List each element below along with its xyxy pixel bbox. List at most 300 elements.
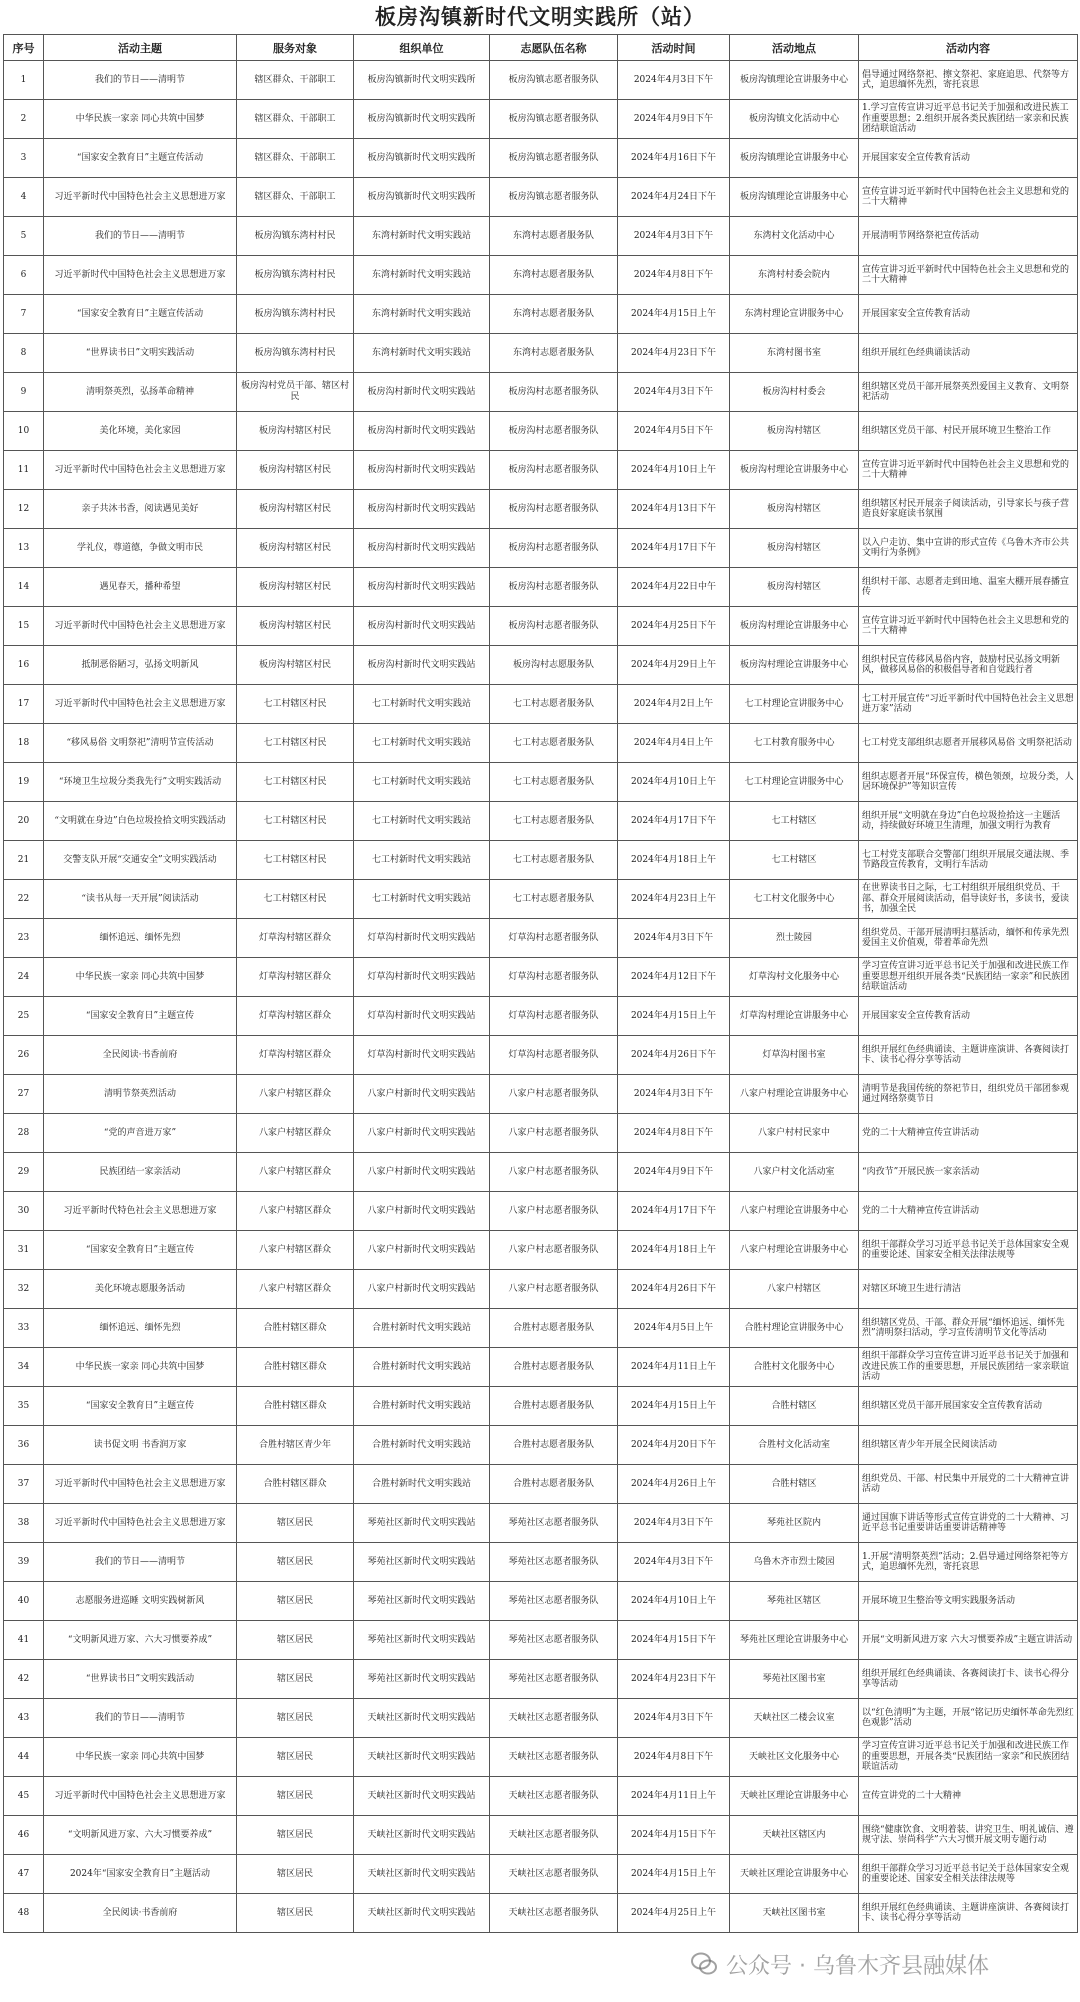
table-row: [4, 1894, 1078, 1933]
row-index: 36: [4, 1426, 44, 1465]
table-row: [4, 1699, 1078, 1738]
row-index: 16: [4, 646, 44, 685]
table-row: [4, 1114, 1078, 1153]
table-row: [4, 1738, 1078, 1777]
activity-table: [3, 34, 1078, 1933]
row-volunteer-team: 八家户村志愿者服务队: [490, 1075, 618, 1114]
row-organizer: 七工村新时代文明实践站: [354, 763, 490, 802]
table-row: [4, 1387, 1078, 1426]
row-organizer: 天峡社区新时代文明实践站: [354, 1777, 490, 1816]
row-audience: 合胜村辖区群众: [237, 1465, 354, 1504]
table-header-row: [4, 35, 1078, 61]
row-content: 以入户走访、集中宣讲的形式宣传《乌鲁木齐市公共文明行为条例》: [859, 529, 1078, 568]
row-audience: 板房沟村辖区村民: [237, 646, 354, 685]
row-location: 合胜村辖区: [730, 1387, 859, 1426]
row-audience: 辖区居民: [237, 1894, 354, 1933]
row-index: 17: [4, 685, 44, 724]
row-organizer: 天峡社区新时代文明实践站: [354, 1855, 490, 1894]
row-content: 党的二十大精神宣传宣讲活动: [859, 1192, 1078, 1231]
row-content: “肉孜节”开展民族一家亲活动: [859, 1153, 1078, 1192]
row-organizer: 八家户村新时代文明实践站: [354, 1270, 490, 1309]
row-topic: 民族团结一家亲活动: [44, 1153, 237, 1192]
row-topic: 习近平新时代中国特色社会主义思想进万家: [44, 178, 237, 217]
header-content: 活动内容: [859, 35, 1078, 61]
row-organizer: 天峡社区新时代文明实践站: [354, 1894, 490, 1933]
row-time: 2024年4月29日上午: [618, 646, 730, 685]
row-content: 组织辖区党员干部开展国家安全宣传教育活动: [859, 1387, 1078, 1426]
row-organizer: 琴苑社区新时代文明实践站: [354, 1504, 490, 1543]
row-time: 2024年4月26日下午: [618, 1270, 730, 1309]
row-time: 2024年4月3日下午: [618, 373, 730, 412]
row-volunteer-team: 板房沟村志愿者服务队: [490, 529, 618, 568]
row-organizer: 琴苑社区新时代文明实践站: [354, 1582, 490, 1621]
row-volunteer-team: 合胜村志愿者服务队: [490, 1309, 618, 1348]
row-audience: 七工村辖区村民: [237, 763, 354, 802]
row-time: 2024年4月5日上午: [618, 1309, 730, 1348]
table-row: [4, 802, 1078, 841]
row-content: 宣传宣讲习近平新时代中国特色社会主义思想和党的二十大精神: [859, 256, 1078, 295]
row-time: 2024年4月8日下午: [618, 1114, 730, 1153]
row-content: 开展清明节网络祭祀宣传活动: [859, 217, 1078, 256]
row-index: 29: [4, 1153, 44, 1192]
table-row: [4, 1855, 1078, 1894]
row-topic: 遇见春天，播种希望: [44, 568, 237, 607]
table-row: [4, 1231, 1078, 1270]
row-topic: “党的声音进万家”: [44, 1114, 237, 1153]
row-audience: 辖区居民: [237, 1855, 354, 1894]
row-location: 天峡社区理论宣讲服务中心: [730, 1855, 859, 1894]
row-organizer: 琴苑社区新时代文明实践站: [354, 1660, 490, 1699]
row-audience: 辖区群众、干部职工: [237, 61, 354, 100]
row-audience: 八家户村辖区群众: [237, 1270, 354, 1309]
row-content: 学习宣传宣讲习近平总书记关于加强和改进民族工作的重要思想，开展各类“民族团结一家亲”和民族团结联谊活动: [859, 1738, 1078, 1777]
row-index: 22: [4, 880, 44, 919]
row-location: 七工村辖区: [730, 802, 859, 841]
header-index: 序号: [4, 35, 44, 61]
table-row: [4, 412, 1078, 451]
row-time: 2024年4月15日上午: [618, 997, 730, 1036]
table-row: [4, 373, 1078, 412]
row-time: 2024年4月15日下午: [618, 1621, 730, 1660]
row-content: 组织村干部、志愿者走到田地、温室大棚开展春播宣传: [859, 568, 1078, 607]
row-location: 东湾村理论宣讲服务中心: [730, 295, 859, 334]
row-audience: 合胜村辖区青少年: [237, 1426, 354, 1465]
row-organizer: 天峡社区新时代文明实践站: [354, 1699, 490, 1738]
row-index: 28: [4, 1114, 44, 1153]
row-organizer: 板房沟镇新时代文明实践所: [354, 178, 490, 217]
row-organizer: 合胜村新时代文明实践站: [354, 1348, 490, 1387]
row-volunteer-team: 板房沟镇志愿者服务队: [490, 178, 618, 217]
row-organizer: 板房沟村新时代文明实践站: [354, 373, 490, 412]
row-organizer: 东湾村新时代文明实践站: [354, 256, 490, 295]
row-time: 2024年4月10日上午: [618, 451, 730, 490]
row-audience: 板房沟镇东湾村村民: [237, 295, 354, 334]
row-location: 琴苑社区理论宣讲服务中心: [730, 1621, 859, 1660]
table-row: [4, 1582, 1078, 1621]
row-time: 2024年4月23日下午: [618, 334, 730, 373]
table-row: [4, 997, 1078, 1036]
row-audience: 辖区居民: [237, 1621, 354, 1660]
row-organizer: 板房沟村新时代文明实践站: [354, 607, 490, 646]
row-time: 2024年4月20日下午: [618, 1426, 730, 1465]
row-index: 14: [4, 568, 44, 607]
row-content: 宣传宣讲习近平新时代中国特色社会主义思想和党的二十大精神: [859, 178, 1078, 217]
row-audience: 辖区居民: [237, 1543, 354, 1582]
table-row: [4, 919, 1078, 958]
row-volunteer-team: 七工村志愿者服务队: [490, 841, 618, 880]
row-audience: 辖区群众、干部职工: [237, 100, 354, 139]
header-time: 活动时间: [618, 35, 730, 61]
row-index: 43: [4, 1699, 44, 1738]
row-index: 24: [4, 958, 44, 997]
table-row: [4, 1309, 1078, 1348]
row-organizer: 合胜村新时代文明实践站: [354, 1309, 490, 1348]
row-content: 通过国旗下讲话等形式宣传宣讲党的二十大精神、习近平总书记重要讲话重要讲话精神等: [859, 1504, 1078, 1543]
table-row: [4, 334, 1078, 373]
row-topic: 交警支队开展“交通安全”文明实践活动: [44, 841, 237, 880]
row-content: 组织党员、干部、村民集中开展党的二十大精神宣讲活动: [859, 1465, 1078, 1504]
row-content: 组织辖区党员干部、村民开展环境卫生整治工作: [859, 412, 1078, 451]
row-index: 23: [4, 919, 44, 958]
table-row: [4, 880, 1078, 919]
row-audience: 辖区居民: [237, 1699, 354, 1738]
row-content: 组织开展红色经典诵读、主题讲座演讲、各赛阅读打卡、读书心得分享等活动: [859, 1894, 1078, 1933]
row-index: 38: [4, 1504, 44, 1543]
row-organizer: 七工村新时代文明实践站: [354, 802, 490, 841]
row-index: 3: [4, 139, 44, 178]
row-time: 2024年4月23日上午: [618, 880, 730, 919]
row-content: 组织开展红色经典诵读、主题讲座演讲、各赛阅读打卡、读书心得分享等活动: [859, 1036, 1078, 1075]
row-topic: “文明新风进万家、六大习惯要养成”: [44, 1816, 237, 1855]
table-row: [4, 646, 1078, 685]
wechat-icon: [690, 1950, 718, 1978]
row-content: 组织干部群众学习习近平总书记关于总体国家安全观的重要论述、国家安全相关法律法规等: [859, 1855, 1078, 1894]
row-content: 组织村民宣传移风易俗内容，鼓励村民弘扬文明新风，做移风易俗的积极倡导者和自觉践行者: [859, 646, 1078, 685]
row-time: 2024年4月3日下午: [618, 61, 730, 100]
row-index: 33: [4, 1309, 44, 1348]
row-location: 板房沟村辖区: [730, 490, 859, 529]
row-organizer: 八家户村新时代文明实践站: [354, 1075, 490, 1114]
row-organizer: 板房沟镇新时代文明实践所: [354, 139, 490, 178]
row-content: 党的二十大精神宣传宣讲活动: [859, 1114, 1078, 1153]
row-location: 合胜村理论宣讲服务中心: [730, 1309, 859, 1348]
row-audience: 七工村辖区村民: [237, 880, 354, 919]
table-body: [4, 61, 1078, 1933]
watermark: [690, 1944, 1080, 1984]
row-index: 13: [4, 529, 44, 568]
row-location: 乌鲁木齐市烈士陵园: [730, 1543, 859, 1582]
row-organizer: 合胜村新时代文明实践站: [354, 1465, 490, 1504]
row-time: 2024年4月26日下午: [618, 1036, 730, 1075]
table-row: [4, 1660, 1078, 1699]
row-time: 2024年4月17日下午: [618, 802, 730, 841]
row-content: 七工村党支部组织志愿者开展移风易俗 文明祭祀活动: [859, 724, 1078, 763]
row-volunteer-team: 琴苑社区志愿者服务队: [490, 1621, 618, 1660]
row-audience: 七工村辖区村民: [237, 841, 354, 880]
row-topic: 我们的节日——清明节: [44, 217, 237, 256]
row-volunteer-team: 板房沟镇志愿者服务队: [490, 61, 618, 100]
row-volunteer-team: 东湾村志愿者服务队: [490, 256, 618, 295]
row-audience: 板房沟镇东湾村村民: [237, 334, 354, 373]
row-audience: 灯草沟村辖区群众: [237, 1036, 354, 1075]
row-topic: 中华民族一家亲 同心共筑中国梦: [44, 100, 237, 139]
row-volunteer-team: 七工村志愿者服务队: [490, 724, 618, 763]
row-audience: 辖区群众、干部职工: [237, 178, 354, 217]
row-location: 板房沟镇文化活动中心: [730, 100, 859, 139]
table-row: [4, 217, 1078, 256]
row-time: 2024年4月3日下午: [618, 1075, 730, 1114]
row-volunteer-team: 琴苑社区志愿者服务队: [490, 1660, 618, 1699]
row-audience: 灯草沟村辖区群众: [237, 997, 354, 1036]
row-audience: 灯草沟村辖区群众: [237, 958, 354, 997]
row-organizer: 板房沟村新时代文明实践站: [354, 646, 490, 685]
row-content: 清明节是我国传统的祭祀节日，组织党员干部团参观通过网络祭奠节日: [859, 1075, 1078, 1114]
table-row: [4, 763, 1078, 802]
row-volunteer-team: 天峡社区志愿者服务队: [490, 1894, 618, 1933]
row-index: 46: [4, 1816, 44, 1855]
table-row: [4, 1816, 1078, 1855]
row-organizer: 板房沟镇新时代文明实践所: [354, 100, 490, 139]
row-organizer: 灯草沟村新时代文明实践站: [354, 958, 490, 997]
row-location: 板房沟镇理论宣讲服务中心: [730, 139, 859, 178]
row-topic: “国家安全教育日”主题宣传: [44, 1231, 237, 1270]
row-volunteer-team: 板房沟村志愿者服务队: [490, 490, 618, 529]
row-volunteer-team: 东湾村志愿者服务队: [490, 217, 618, 256]
row-index: 27: [4, 1075, 44, 1114]
row-organizer: 天峡社区新时代文明实践站: [354, 1738, 490, 1777]
row-volunteer-team: 合胜村志愿者服务队: [490, 1426, 618, 1465]
row-audience: 板房沟村辖区村民: [237, 607, 354, 646]
row-audience: 八家户村辖区群众: [237, 1231, 354, 1270]
row-audience: 板房沟村党员干部、辖区村民: [237, 373, 354, 412]
row-topic: “世界读书日”文明实践活动: [44, 334, 237, 373]
row-volunteer-team: 琴苑社区志愿者服务队: [490, 1582, 618, 1621]
row-content: 倡导通过网络祭祀、擦文祭祀、家庭追思、代祭等方式，追思缅怀先烈，寄托哀思: [859, 61, 1078, 100]
row-location: 琴苑社区图书室: [730, 1660, 859, 1699]
table-row: [4, 841, 1078, 880]
row-volunteer-team: 板房沟村志愿者服务队: [490, 451, 618, 490]
row-organizer: 灯草沟村新时代文明实践站: [354, 997, 490, 1036]
row-volunteer-team: 八家户村志愿者服务队: [490, 1231, 618, 1270]
row-index: 21: [4, 841, 44, 880]
table-row: [4, 568, 1078, 607]
row-index: 11: [4, 451, 44, 490]
row-content: 以“红色清明”为主题，开展“铭记历史缅怀革命先烈红色观影”活动: [859, 1699, 1078, 1738]
row-index: 12: [4, 490, 44, 529]
row-index: 42: [4, 1660, 44, 1699]
row-topic: 习近平新时代中国特色社会主义思想进万家: [44, 256, 237, 295]
row-index: 5: [4, 217, 44, 256]
row-index: 48: [4, 1894, 44, 1933]
row-audience: 辖区居民: [237, 1582, 354, 1621]
header-audience: 服务对象: [237, 35, 354, 61]
row-content: 组织志愿者开展“环保宣传，横色领颈，垃圾分类，人居环境保护”等知识宣传: [859, 763, 1078, 802]
header-location: 活动地点: [730, 35, 859, 61]
table-row: [4, 1426, 1078, 1465]
row-organizer: 琴苑社区新时代文明实践站: [354, 1543, 490, 1582]
row-index: 45: [4, 1777, 44, 1816]
table-row: [4, 724, 1078, 763]
document-title: 板房沟镇新时代文明实践所（站）: [375, 4, 705, 29]
row-location: 八家户村理论宣讲服务中心: [730, 1192, 859, 1231]
row-topic: 习近平新时代中国特色社会主义思想进万家: [44, 1777, 237, 1816]
row-volunteer-team: 天峡社区志愿者服务队: [490, 1816, 618, 1855]
row-index: 37: [4, 1465, 44, 1504]
row-content: 组织辖区村民开展亲子阅读活动，引导家长与孩子营造良好家庭读书氛围: [859, 490, 1078, 529]
row-audience: 八家户村辖区群众: [237, 1153, 354, 1192]
row-audience: 七工村辖区村民: [237, 802, 354, 841]
row-volunteer-team: 灯草沟村志愿者服务队: [490, 1036, 618, 1075]
row-location: 天峡社区图书室: [730, 1894, 859, 1933]
row-organizer: 板房沟村新时代文明实践站: [354, 490, 490, 529]
header-organizer: 组织单位: [354, 35, 490, 61]
row-time: 2024年4月2日上午: [618, 685, 730, 724]
row-volunteer-team: 琴苑社区志愿者服务队: [490, 1504, 618, 1543]
row-topic: 清明祭英烈，弘扬革命精神: [44, 373, 237, 412]
table-row: [4, 958, 1078, 997]
row-index: 40: [4, 1582, 44, 1621]
row-volunteer-team: 板房沟镇志愿者服务队: [490, 139, 618, 178]
row-content: 学习宣传宣讲习近平总书记关于加强和改进民族工作重要思想开组织开展各类“民族团结一家亲”和民族团结联谊活动: [859, 958, 1078, 997]
row-location: 板房沟镇理论宣讲服务中心: [730, 61, 859, 100]
row-time: 2024年4月4日上午: [618, 724, 730, 763]
row-index: 26: [4, 1036, 44, 1075]
row-index: 25: [4, 997, 44, 1036]
row-topic: 中华民族一家亲 同心共筑中国梦: [44, 958, 237, 997]
row-location: 合胜村辖区: [730, 1465, 859, 1504]
row-time: 2024年4月17日下午: [618, 529, 730, 568]
table-row: [4, 1192, 1078, 1231]
table-row: [4, 490, 1078, 529]
row-index: 20: [4, 802, 44, 841]
row-time: 2024年4月3日下午: [618, 1699, 730, 1738]
row-time: 2024年4月9日下午: [618, 1153, 730, 1192]
row-topic: “移风易俗 文明祭祀”清明节宣传活动: [44, 724, 237, 763]
table-row: [4, 1348, 1078, 1387]
row-organizer: 板房沟村新时代文明实践站: [354, 412, 490, 451]
row-time: 2024年4月3日下午: [618, 217, 730, 256]
row-organizer: 八家户村新时代文明实践站: [354, 1231, 490, 1270]
row-time: 2024年4月18日上午: [618, 1231, 730, 1270]
row-time: 2024年4月26日上午: [618, 1465, 730, 1504]
row-volunteer-team: 七工村志愿者服务队: [490, 802, 618, 841]
row-audience: 板房沟村辖区村民: [237, 529, 354, 568]
row-topic: 中华民族一家亲 同心共筑中国梦: [44, 1738, 237, 1777]
row-volunteer-team: 七工村志愿者服务队: [490, 763, 618, 802]
row-index: 30: [4, 1192, 44, 1231]
row-location: 天峡社区辖区内: [730, 1816, 859, 1855]
row-volunteer-team: 灯草沟村志愿者服务队: [490, 997, 618, 1036]
table-row: [4, 61, 1078, 100]
row-content: 宣传宣讲党的二十大精神: [859, 1777, 1078, 1816]
row-location: 七工村理论宣讲服务中心: [730, 763, 859, 802]
row-time: 2024年4月18日上午: [618, 841, 730, 880]
row-location: 七工村教育服务中心: [730, 724, 859, 763]
row-topic: 清明节祭英烈活动: [44, 1075, 237, 1114]
row-topic: “国家安全教育日”主题宣传: [44, 997, 237, 1036]
table-row: [4, 1777, 1078, 1816]
row-topic: 中华民族一家亲 同心共筑中国梦: [44, 1348, 237, 1387]
row-organizer: 七工村新时代文明实践站: [354, 841, 490, 880]
row-volunteer-team: 天峡社区志愿者服务队: [490, 1777, 618, 1816]
row-location: 板房沟村理论宣讲服务中心: [730, 646, 859, 685]
row-time: 2024年4月24日下午: [618, 178, 730, 217]
row-topic: 全民阅读·书香前府: [44, 1036, 237, 1075]
row-content: 组织开展红色经典诵读活动: [859, 334, 1078, 373]
row-topic: 习近平新时代中国特色社会主义思想进万家: [44, 607, 237, 646]
row-topic: “国家安全教育日”主题宣传活动: [44, 295, 237, 334]
table-row: [4, 1153, 1078, 1192]
row-organizer: 七工村新时代文明实践站: [354, 724, 490, 763]
row-organizer: 合胜村新时代文明实践站: [354, 1387, 490, 1426]
row-audience: 辖区居民: [237, 1777, 354, 1816]
row-location: 七工村理论宣讲服务中心: [730, 685, 859, 724]
row-content: 开展国家安全宣传教育活动: [859, 295, 1078, 334]
table-row: [4, 1504, 1078, 1543]
row-location: 天峡社区文化服务中心: [730, 1738, 859, 1777]
row-topic: “文明新风进万家、六大习惯要养成”: [44, 1621, 237, 1660]
row-time: 2024年4月15日上午: [618, 295, 730, 334]
row-organizer: 板房沟村新时代文明实践站: [354, 529, 490, 568]
table-row: [4, 295, 1078, 334]
row-organizer: 灯草沟村新时代文明实践站: [354, 919, 490, 958]
row-index: 41: [4, 1621, 44, 1660]
row-topic: 习近平新时代中国特色社会主义思想进万家: [44, 1465, 237, 1504]
row-index: 7: [4, 295, 44, 334]
table-row: [4, 139, 1078, 178]
row-audience: 八家户村辖区群众: [237, 1114, 354, 1153]
table-row: [4, 607, 1078, 646]
row-location: 板房沟村理论宣讲服务中心: [730, 607, 859, 646]
row-audience: 板房沟村辖区村民: [237, 412, 354, 451]
row-time: 2024年4月3日下午: [618, 1504, 730, 1543]
row-audience: 八家户村辖区群众: [237, 1192, 354, 1231]
row-location: 八家户村理论宣讲服务中心: [730, 1075, 859, 1114]
row-content: 开展“文明新风进万家 六大习惯要养成”主题宣讲活动: [859, 1621, 1078, 1660]
table-row: [4, 529, 1078, 568]
row-location: 东湾村图书室: [730, 334, 859, 373]
row-topic: 学礼仪，尊道德，争做文明市民: [44, 529, 237, 568]
row-content: 组织开展“文明就在身边”白色垃圾捡拾这一主题活动，持续做好环境卫生清理，加强文明行为教育: [859, 802, 1078, 841]
row-content: 宣传宣讲习近平新时代中国特色社会主义思想和党的二十大精神: [859, 451, 1078, 490]
row-location: 灯草沟村文化服务中心: [730, 958, 859, 997]
row-content: 组织辖区党员、干部、群众开展“缅怀追远、缅怀先烈”清明祭扫活动，学习宣传清明节文化等活动: [859, 1309, 1078, 1348]
row-time: 2024年4月11日上午: [618, 1777, 730, 1816]
table-row: [4, 1270, 1078, 1309]
row-topic: 习近平新时代中国特色社会主义思想进万家: [44, 1504, 237, 1543]
row-volunteer-team: 八家户村志愿者服务队: [490, 1192, 618, 1231]
row-time: 2024年4月11日上午: [618, 1348, 730, 1387]
row-topic: 全民阅读·书香前府: [44, 1894, 237, 1933]
row-audience: 合胜村辖区群众: [237, 1348, 354, 1387]
row-time: 2024年4月9日下午: [618, 100, 730, 139]
row-volunteer-team: 合胜村志愿者服务队: [490, 1465, 618, 1504]
row-topic: “国家安全教育日”主题宣传活动: [44, 139, 237, 178]
row-topic: 我们的节日——清明节: [44, 1699, 237, 1738]
table-row: [4, 100, 1078, 139]
row-organizer: 板房沟镇新时代文明实践所: [354, 61, 490, 100]
row-topic: “环境卫生垃圾分类我先行”文明实践活动: [44, 763, 237, 802]
row-topic: 缅怀追远、缅怀先烈: [44, 1309, 237, 1348]
row-location: 琴苑社区辖区: [730, 1582, 859, 1621]
row-content: 在世界读书日之际，七工村组织开展组织党员、干部、群众开展阅读活动，倡导读好书，多读书，爱读书，加强全民: [859, 880, 1078, 919]
table-row: [4, 1036, 1078, 1075]
row-volunteer-team: 板房沟村志愿服务队: [490, 646, 618, 685]
row-topic: 我们的节日——清明节: [44, 61, 237, 100]
row-topic: 习近平新时代特色社会主义思想进万家: [44, 1192, 237, 1231]
row-index: 44: [4, 1738, 44, 1777]
row-audience: 辖区居民: [237, 1504, 354, 1543]
